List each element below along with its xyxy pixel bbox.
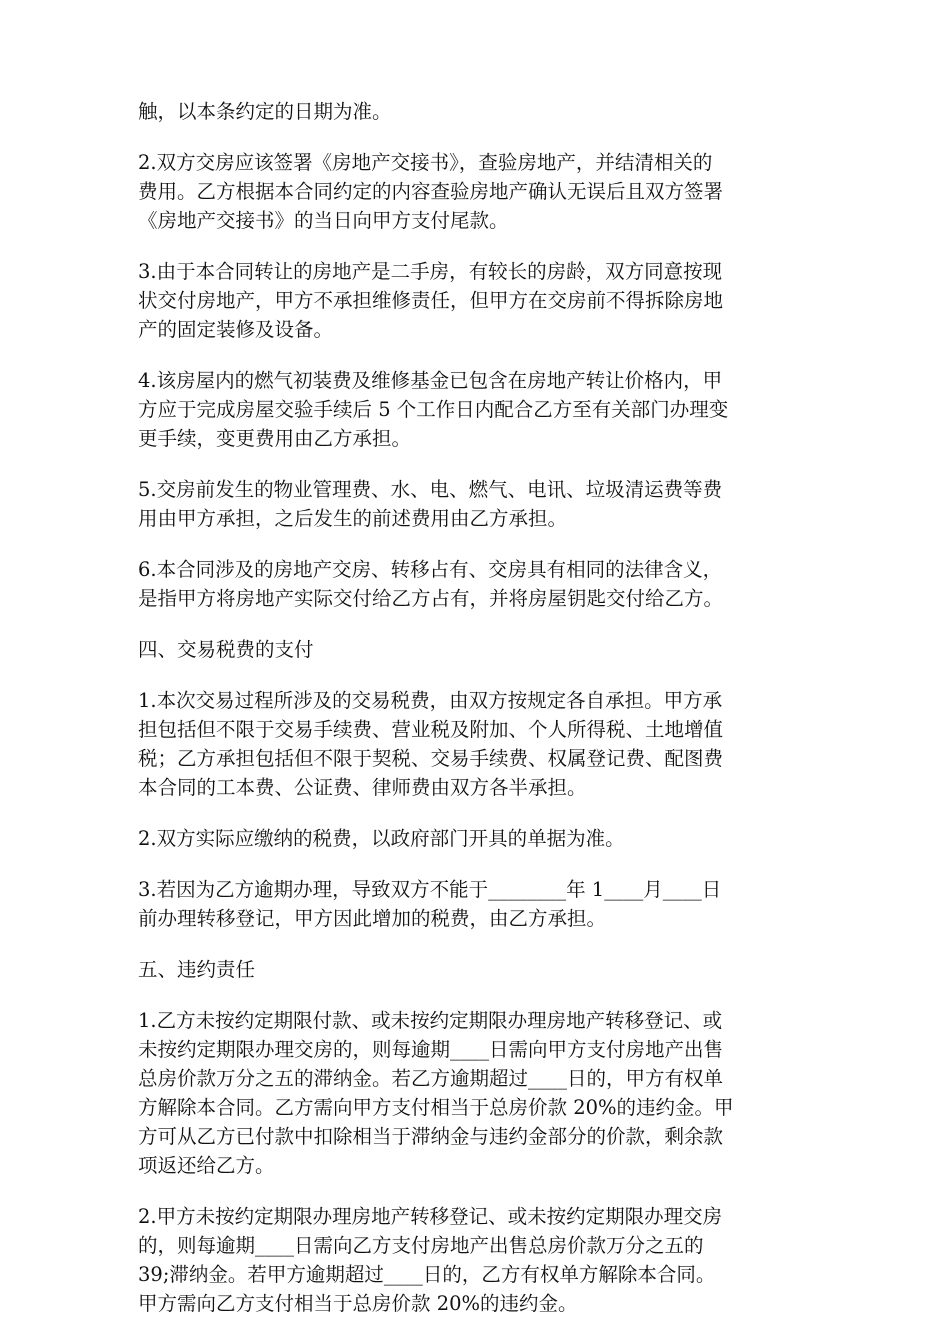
clause-paragraph xyxy=(138,257,814,344)
text-line: 税；乙方承担包括但不限于契税、交易手续费、权属登记费、配图费 xyxy=(138,747,724,770)
text-line: 未按约定期限办理交房的，则每逾期____日需向甲方支付房地产出售 xyxy=(138,1038,724,1061)
section-heading xyxy=(138,955,814,984)
section-heading xyxy=(138,635,814,664)
contract-text-body xyxy=(138,97,814,1340)
text-line: 是指甲方将房地产实际交付给乙方占有，并将房屋钥匙交付给乙方。 xyxy=(138,587,724,610)
text-line: 本合同的工本费、公证费、律师费由双方各半承担。 xyxy=(138,776,587,799)
text-line: 39;滞纳金。若甲方逾期超过____日的，乙方有权单方解除本合同。 xyxy=(138,1263,716,1286)
text-line: 担包括但不限于交易手续费、营业税及附加、个人所得税、土地增值 xyxy=(138,718,724,741)
text-line: 更手续，变更费用由乙方承担。 xyxy=(138,427,412,450)
clause-paragraph xyxy=(138,555,814,613)
text-line: 1.本次交易过程所涉及的交易税费，由双方按规定各自承担。甲方承 xyxy=(138,689,723,712)
text-line: 方解除本合同。乙方需向甲方支付相当于总房价款 20%的违约金。甲 xyxy=(138,1096,734,1119)
clause-paragraph xyxy=(138,875,814,933)
clause-paragraph xyxy=(138,686,814,802)
text-line: 1.乙方未按约定期限付款、或未按约定期限办理房地产转移登记、或 xyxy=(138,1009,723,1032)
text-line: 产的固定装修及设备。 xyxy=(138,318,334,341)
text-line: 2.甲方未按约定期限办理房地产转移登记、或未按约定期限办理交房 xyxy=(138,1205,723,1228)
text-line: 四、交易税费的支付 xyxy=(138,638,314,661)
text-line: 状交付房地产，甲方不承担维修责任，但甲方在交房前不得拆除房地 xyxy=(138,289,724,312)
text-line: 项返还给乙方。 xyxy=(138,1154,275,1177)
text-line: 方可从乙方已付款中扣除相当于滞纳金与违约金部分的价款，剩余款 xyxy=(138,1125,724,1148)
text-line: 方应于完成房屋交验手续后 5 个工作日内配合乙方至有关部门办理变 xyxy=(138,398,729,421)
text-line: 费用。乙方根据本合同约定的内容查验房地产确认无误后且双方签署 xyxy=(138,180,724,203)
text-line: 6.本合同涉及的房地产交房、转移占有、交房具有相同的法律含义， xyxy=(138,558,723,581)
text-line: 用由甲方承担，之后发生的前述费用由乙方承担。 xyxy=(138,507,568,530)
clause-paragraph xyxy=(138,824,814,853)
text-line: 2.双方交房应该签署《房地产交接书》，查验房地产，并结清相关的 xyxy=(138,151,713,174)
text-line: 5.交房前发生的物业管理费、水、电、燃气、电讯、垃圾清运费等费 xyxy=(138,478,723,501)
text-line: 总房价款万分之五的滞纳金。若乙方逾期超过____日的，甲方有权单 xyxy=(138,1067,724,1090)
clause-paragraph xyxy=(138,1006,814,1180)
text-line: 的，则每逾期____日需向乙方支付房地产出售总房价款万分之五的 xyxy=(138,1234,704,1257)
text-line: 《房地产交接书》的当日向甲方支付尾款。 xyxy=(138,209,509,232)
clause-paragraph xyxy=(138,475,814,533)
clause-paragraph xyxy=(138,366,814,453)
text-line: 前办理转移登记，甲方因此增加的税费，由乙方承担。 xyxy=(138,907,607,930)
text-line: 4.该房屋内的燃气初装费及维修基金已包含在房地产转让价格内，甲 xyxy=(138,369,723,392)
text-line: 触，以本条约定的日期为准。 xyxy=(138,100,392,123)
clause-paragraph xyxy=(138,97,814,126)
text-line: 3.若因为乙方逾期办理，导致双方不能于________年 1____月____日 xyxy=(138,878,722,901)
clause-paragraph xyxy=(138,1202,814,1318)
text-line: 甲方需向乙方支付相当于总房价款 20%的违约金。 xyxy=(138,1292,578,1315)
text-line: 五、违约责任 xyxy=(138,958,256,981)
text-line: 3.由于本合同转让的房地产是二手房，有较长的房龄，双方同意按现 xyxy=(138,260,723,283)
text-line: 2.双方实际应缴纳的税费，以政府部门开具的单据为准。 xyxy=(138,827,625,850)
clause-paragraph xyxy=(138,148,814,235)
